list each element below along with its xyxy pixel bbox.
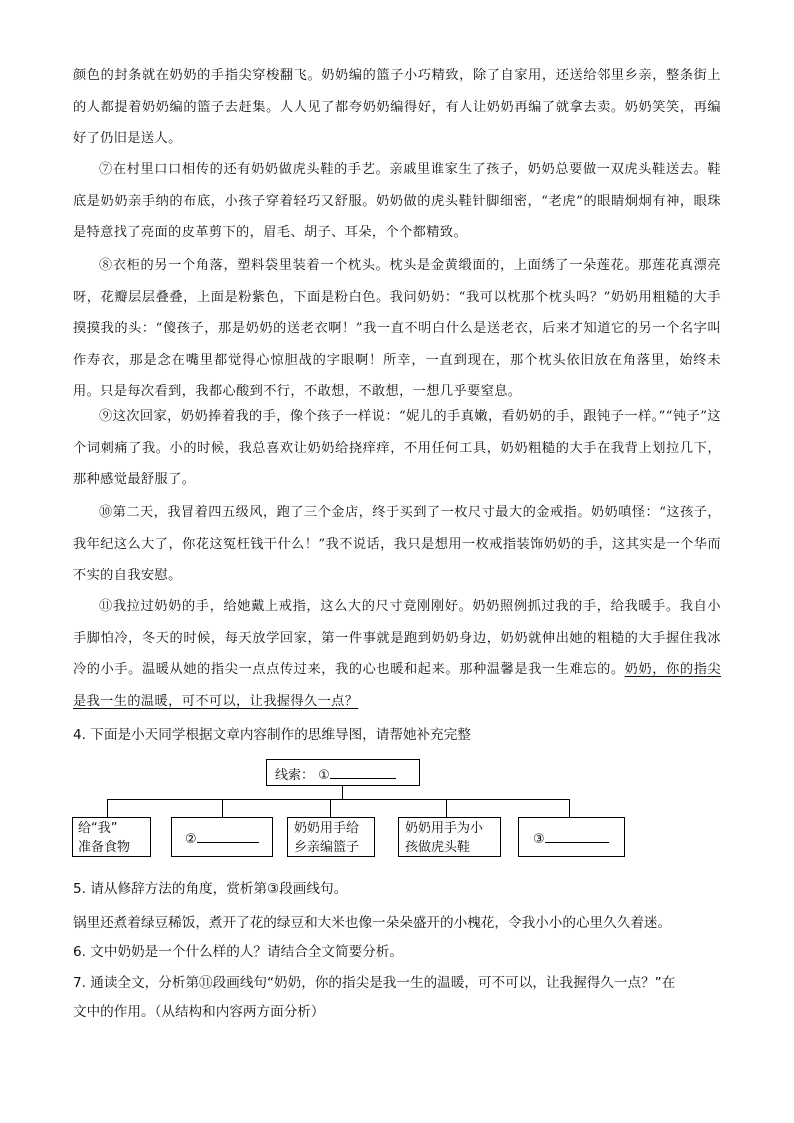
box-text: 奶奶用手给 xyxy=(294,821,360,836)
passage-paragraph-intro xyxy=(73,60,721,155)
mindmap-box-3 xyxy=(287,817,375,857)
box-text: 准备食物 xyxy=(78,840,131,855)
question-5-sentence: 锅里还煮着绿豆稀饭，煮开了花的绿豆和大米也像一朵朵盛开的小槐花，令我小小的心里久久着迷。 xyxy=(73,915,672,931)
passage-paragraph-9: ⑨这次回家，奶奶捧着我的手，像个孩子一样说：“妮儿的手真嫩，看奶奶的手，跟钝子一样。”“钝子”这个词刺痛了我。小的时候，我总喜欢让奶奶给挠痒痒，不用任何工具，奶奶粗糙的大手在我背上划拉几下，那种感觉最舒服了。 xyxy=(73,409,721,487)
connector-line xyxy=(222,799,223,817)
box-text: 孩做虎头鞋 xyxy=(405,840,471,855)
passage-paragraph-8: ⑧衣柜的另一个角落，塑料袋里装着一个枕头。枕头是金黄缎面的，上面绣了一朵莲花。那莲花真漂亮呀，花瓣层层叠叠，上面是粉紫色，下面是粉白色。我问奶奶：“我可以枕那个枕头吗？”奶奶用粗糙的大手摸摸我的头：“傻孩子，那是奶奶的送老衣啊！”我一直不明白什么是送老衣，后来才知道它的另一个名字叫作寿衣，那是念在嘴里都觉得心惊胆战的字眼啊！所幸，一直到现在，那个枕头依旧放在角落里，始终未用。只是每次看到，我都心酸到不行，不敢想，不敢想，一想几乎要窒息。 xyxy=(73,258,721,399)
underlined-sentence: 奶奶，你的指尖是我一生的温暖，可不可以，让我握得久一点？ xyxy=(73,662,721,709)
mindmap-box-1 xyxy=(72,817,151,857)
answer-blank-3[interactable] xyxy=(545,828,609,843)
answer-blank-2[interactable] xyxy=(197,828,259,843)
blank-marker: ② xyxy=(185,832,197,847)
mindmap-box-4 xyxy=(398,817,501,857)
connector-line xyxy=(569,799,570,817)
connector-line xyxy=(107,799,108,817)
passage-paragraph-7: ⑦在村里口口相传的还有奶奶做虎头鞋的手艺。亲戚里谁家生了孩子，奶奶总要做一双虎头鞋送去。鞋底是奶奶亲手纳的布底，小孩子穿着轻巧又舒服。奶奶做的虎头鞋针脚细密，“老虎”的眼睛炯炯有神，眼珠是特意找了亮面的皮革剪下的，眉毛、胡子、耳朵，个个都精致。 xyxy=(73,162,721,240)
passage-paragraph-10: ⑩第二天，我冒着四五级风，跑了三个金店，终于买到了一枚尺寸最大的金戒指。奶奶嗔怪：“这孩子，我年纪这么大了，你花这冤枉钱干什么！”我不说话，我只是想用一枚戒指装饰奶奶的手，这其实是一个华而不实的自我安慰。 xyxy=(73,505,721,583)
question-5: 5. 请从修辞方法的角度，赏析第③段画线句。 xyxy=(73,881,348,897)
box-text: 给“我” xyxy=(78,821,118,836)
connector-line xyxy=(446,799,447,817)
question-7-line-1: 7. 通读全文，分析第⑪段画线句“奶奶，你的指尖是我一生的温暖，可不可以，让我握得久一点？”在 xyxy=(73,975,676,991)
answer-blank-1[interactable] xyxy=(330,764,396,779)
question-6: 6. 文中奶奶是一个什么样的人？请结合全文简要分析。 xyxy=(73,944,403,960)
question-4: 4. 下面是小天同学根据文章内容制作的思维导图，请帮她补充完整 xyxy=(73,727,471,743)
paragraph-text: ⑪我拉过奶奶的手，给她戴上戒指，这么大的尺寸竟刚刚好。奶奶照例抓过我的手，给我暖手。我自小手脚怕冷，冬天的时候，每天放学回家，第一件事就是跑到奶奶身边，奶奶就伸出她的粗糙的大手握住我冰冷的小手。温暖从她的指尖一点点传过来，我的心也暖和起来。那种温馨是我一生难忘的。 xyxy=(73,599,721,677)
connector-line xyxy=(342,786,343,800)
blank-marker: ③ xyxy=(533,832,545,847)
box-text: 奶奶用手为小 xyxy=(405,821,484,836)
mindmap-root-box xyxy=(266,759,420,786)
connector-line xyxy=(330,799,331,817)
question-7-line-2: 文中的作用。（从结构和内容两方面分析） xyxy=(73,1004,325,1020)
paragraph-text: 颜色的封条就在奶奶的手指尖穿梭翻飞。奶奶编的篮子小巧精致，除了自家用，还送给邻里乡亲，整条街上的人都提着奶奶编的篮子去赶集。人人见了都夸奶奶编得好，有人让奶奶再编了就拿去卖。奶奶笑笑，再编好了仍旧是送人。 xyxy=(73,68,721,146)
mindmap-box-5 xyxy=(518,817,625,857)
blank-marker: ① xyxy=(318,768,330,783)
passage-paragraph-11 xyxy=(73,591,721,717)
box-text: 乡亲编篮子 xyxy=(294,840,360,855)
root-label: 线索： xyxy=(275,768,315,783)
mindmap-box-2 xyxy=(171,817,273,857)
connector-line xyxy=(107,799,569,800)
